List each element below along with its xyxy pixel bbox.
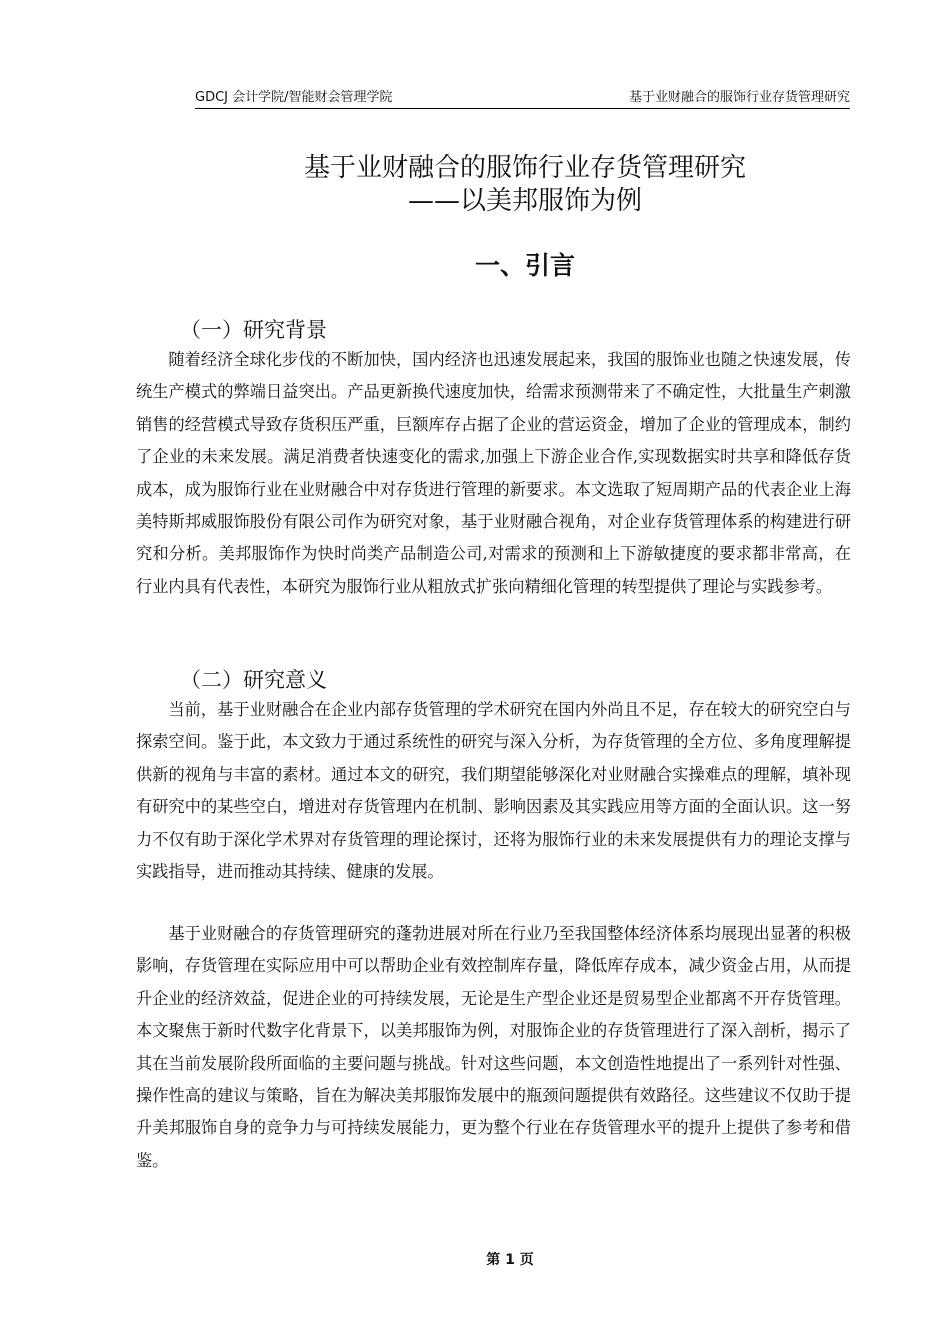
paragraph-significance-1: 当前，基于业财融合在企业内部存货管理的学术研究在国内外尚且不足，存在较大的研究空白与探索空间。鉴于此，本文致力于通过系统性的研究与深入分析，为存货管理的全方位、多角度理解提供新的视角与丰富的素材。通过本文的研究，我们期望能够深化对业财融合实操难点的理解，填补现有研究中的某些空白，增进对存货管理内在机制、影响因素及其实践应用等方面的全面认识。这一努力不仅有助于深化学术界对存货管理的理论探讨，还将为服饰行业的未来发展提供有力的理论支撑与实践指导，进而推动其持续、健康的发展。 <box>136 700 851 882</box>
section-heading-introduction: 一、引言 <box>474 251 575 280</box>
document-subtitle: ——以美邦服饰为例 <box>407 186 642 216</box>
document-title: 基于业财融合的服饰行业存货管理研究 <box>303 153 746 183</box>
header-left-text: GDCJ 会计学院/智能财会管理学院 <box>195 90 393 105</box>
page-number: 第 1 页 <box>486 1252 534 1268</box>
page-header <box>195 88 850 109</box>
paragraph-background: 随着经济全球化步伐的不断加快，国内经济也迅速发展起来，我国的服饰业也随之快速发展，传统生产模式的弊端日益突出。产品更新换代速度加快，给需求预测带来了不确定性，大批量生产刺激销售的经营模式导致存货积压严重，巨额库存占据了企业的营运资金，增加了企业的管理成本，制约了企业的未来发展。满足消费者快速变化的需求,加强上下游企业合作,实现数据实时共享和降低存货成本，成为服饰行业在业财融合中对存货进行管理的新要求。本文选取了短周期产品的代表企业上海美特斯邦威服饰股份有限公司作为研究对象，基于业财融合视角，对企业存货管理体系的构建进行研究和分析。美邦服饰作为快时尚类产品制造公司,对需求的预测和上下游敏捷度的要求都非常高，在行业内具有代表性，本研究为服饰行业从粗放式扩张向精细化管理的转型提供了理论与实践参考。 <box>136 350 851 596</box>
paragraph-significance-2: 基于业财融合的存货管理研究的蓬勃进展对所在行业乃至我国整体经济体系均展现出显著的积极影响，存货管理在实际应用中可以帮助企业有效控制库存量，降低库存成本，减少资金占用，从而提升企业的经济效益，促进企业的可持续发展，无论是生产型企业还是贸易型企业都离不开存货管理。本文聚焦于新时代数字化背景下，以美邦服饰为例，对服饰企业的存货管理进行了深入剖析，揭示了其在当前发展阶段所面临的主要问题与挑战。针对这些问题，本文创造性地提出了一系列针对性强、操作性高的建议与策略，旨在为解决美邦服饰发展中的瓶颈问题提供有效路径。这些建议不仅助于提升美邦服饰自身的竞争力与可持续发展能力，更为整个行业在存货管理水平的提升上提供了参考和借鉴。 <box>136 924 851 1170</box>
subsection-heading-background: （一）研究背景 <box>180 318 327 342</box>
header-right-text: 基于业财融合的服饰行业存货管理研究 <box>628 90 850 105</box>
subsection-heading-significance: （二）研究意义 <box>180 668 327 692</box>
